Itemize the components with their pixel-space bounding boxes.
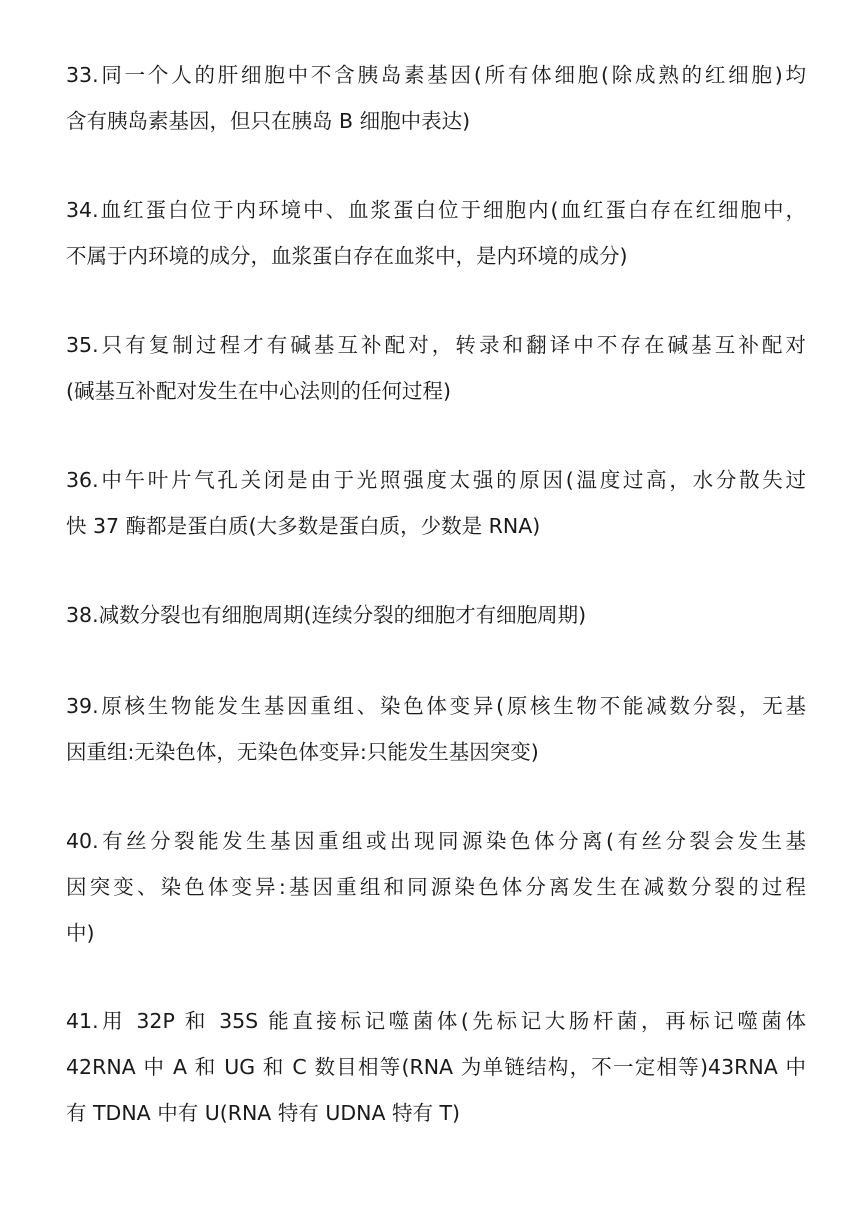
item-40-line-1: 40.有丝分裂能发生基因重组或出现同源染色体分离(有丝分裂会发生基: [66, 829, 806, 853]
item-36-line-2: 快 37 酶都是蛋白质(大多数是蛋白质，少数是 RNA): [66, 514, 541, 538]
item-34-line-1: 34.血红蛋白位于内环境中、血浆蛋白位于细胞内(血红蛋白存在红细胞中，: [66, 198, 806, 222]
item-39-line-1: 39.原核生物能发生基因重组、染色体变异(原核生物不能减数分裂，无基: [66, 694, 806, 718]
item-33: [66, 52, 806, 144]
item-33-line-1: 33.同一个人的肝细胞中不含胰岛素基因(所有体细胞(除成熟的红细胞)均: [66, 63, 806, 87]
item-41-line-3: 有 TDNA 中有 U(RNA 特有 UDNA 特有 T): [66, 1101, 461, 1125]
item-34-line-2: 不属于内环境的成分，血浆蛋白存在血浆中，是内环境的成分): [66, 244, 628, 268]
item-40-line-2: 因突变、染色体变异:基因重组和同源染色体分离发生在减数分裂的过程: [66, 875, 806, 899]
item-35-line-1: 35.只有复制过程才有碱基互补配对，转录和翻译中不存在碱基互补配对: [66, 333, 806, 357]
item-41-line-2: 42RNA 中 A 和 UG 和 C 数目相等(RNA 为单链结构，不一定相等)43RNA 中: [66, 1055, 806, 1079]
item-35-line-2: (碱基互补配对发生在中心法则的任何过程): [66, 379, 451, 403]
item-36-37: [66, 457, 806, 549]
item-41-line-1: 41.用 32P 和 35S 能直接标记噬菌体(先标记大肠杆菌，再标记噬菌体: [66, 1009, 806, 1033]
item-38: [66, 592, 806, 638]
item-33-line-2: 含有胰岛素基因，但只在胰岛 B 细胞中表达): [66, 109, 471, 133]
item-41-43: [66, 998, 806, 1136]
item-40: [66, 818, 806, 956]
item-34: [66, 187, 806, 279]
item-40-line-3: 中): [66, 921, 95, 945]
item-36-line-1: 36.中午叶片气孔关闭是由于光照强度太强的原因(温度过高，水分散失过: [66, 468, 806, 492]
item-39: [66, 683, 806, 775]
item-35: [66, 322, 806, 414]
item-39-line-2: 因重组:无染色体，无染色体变异:只能发生基因突变): [66, 740, 539, 764]
item-38-line-1: 38.减数分裂也有细胞周期(连续分裂的细胞才有细胞周期): [66, 603, 587, 627]
